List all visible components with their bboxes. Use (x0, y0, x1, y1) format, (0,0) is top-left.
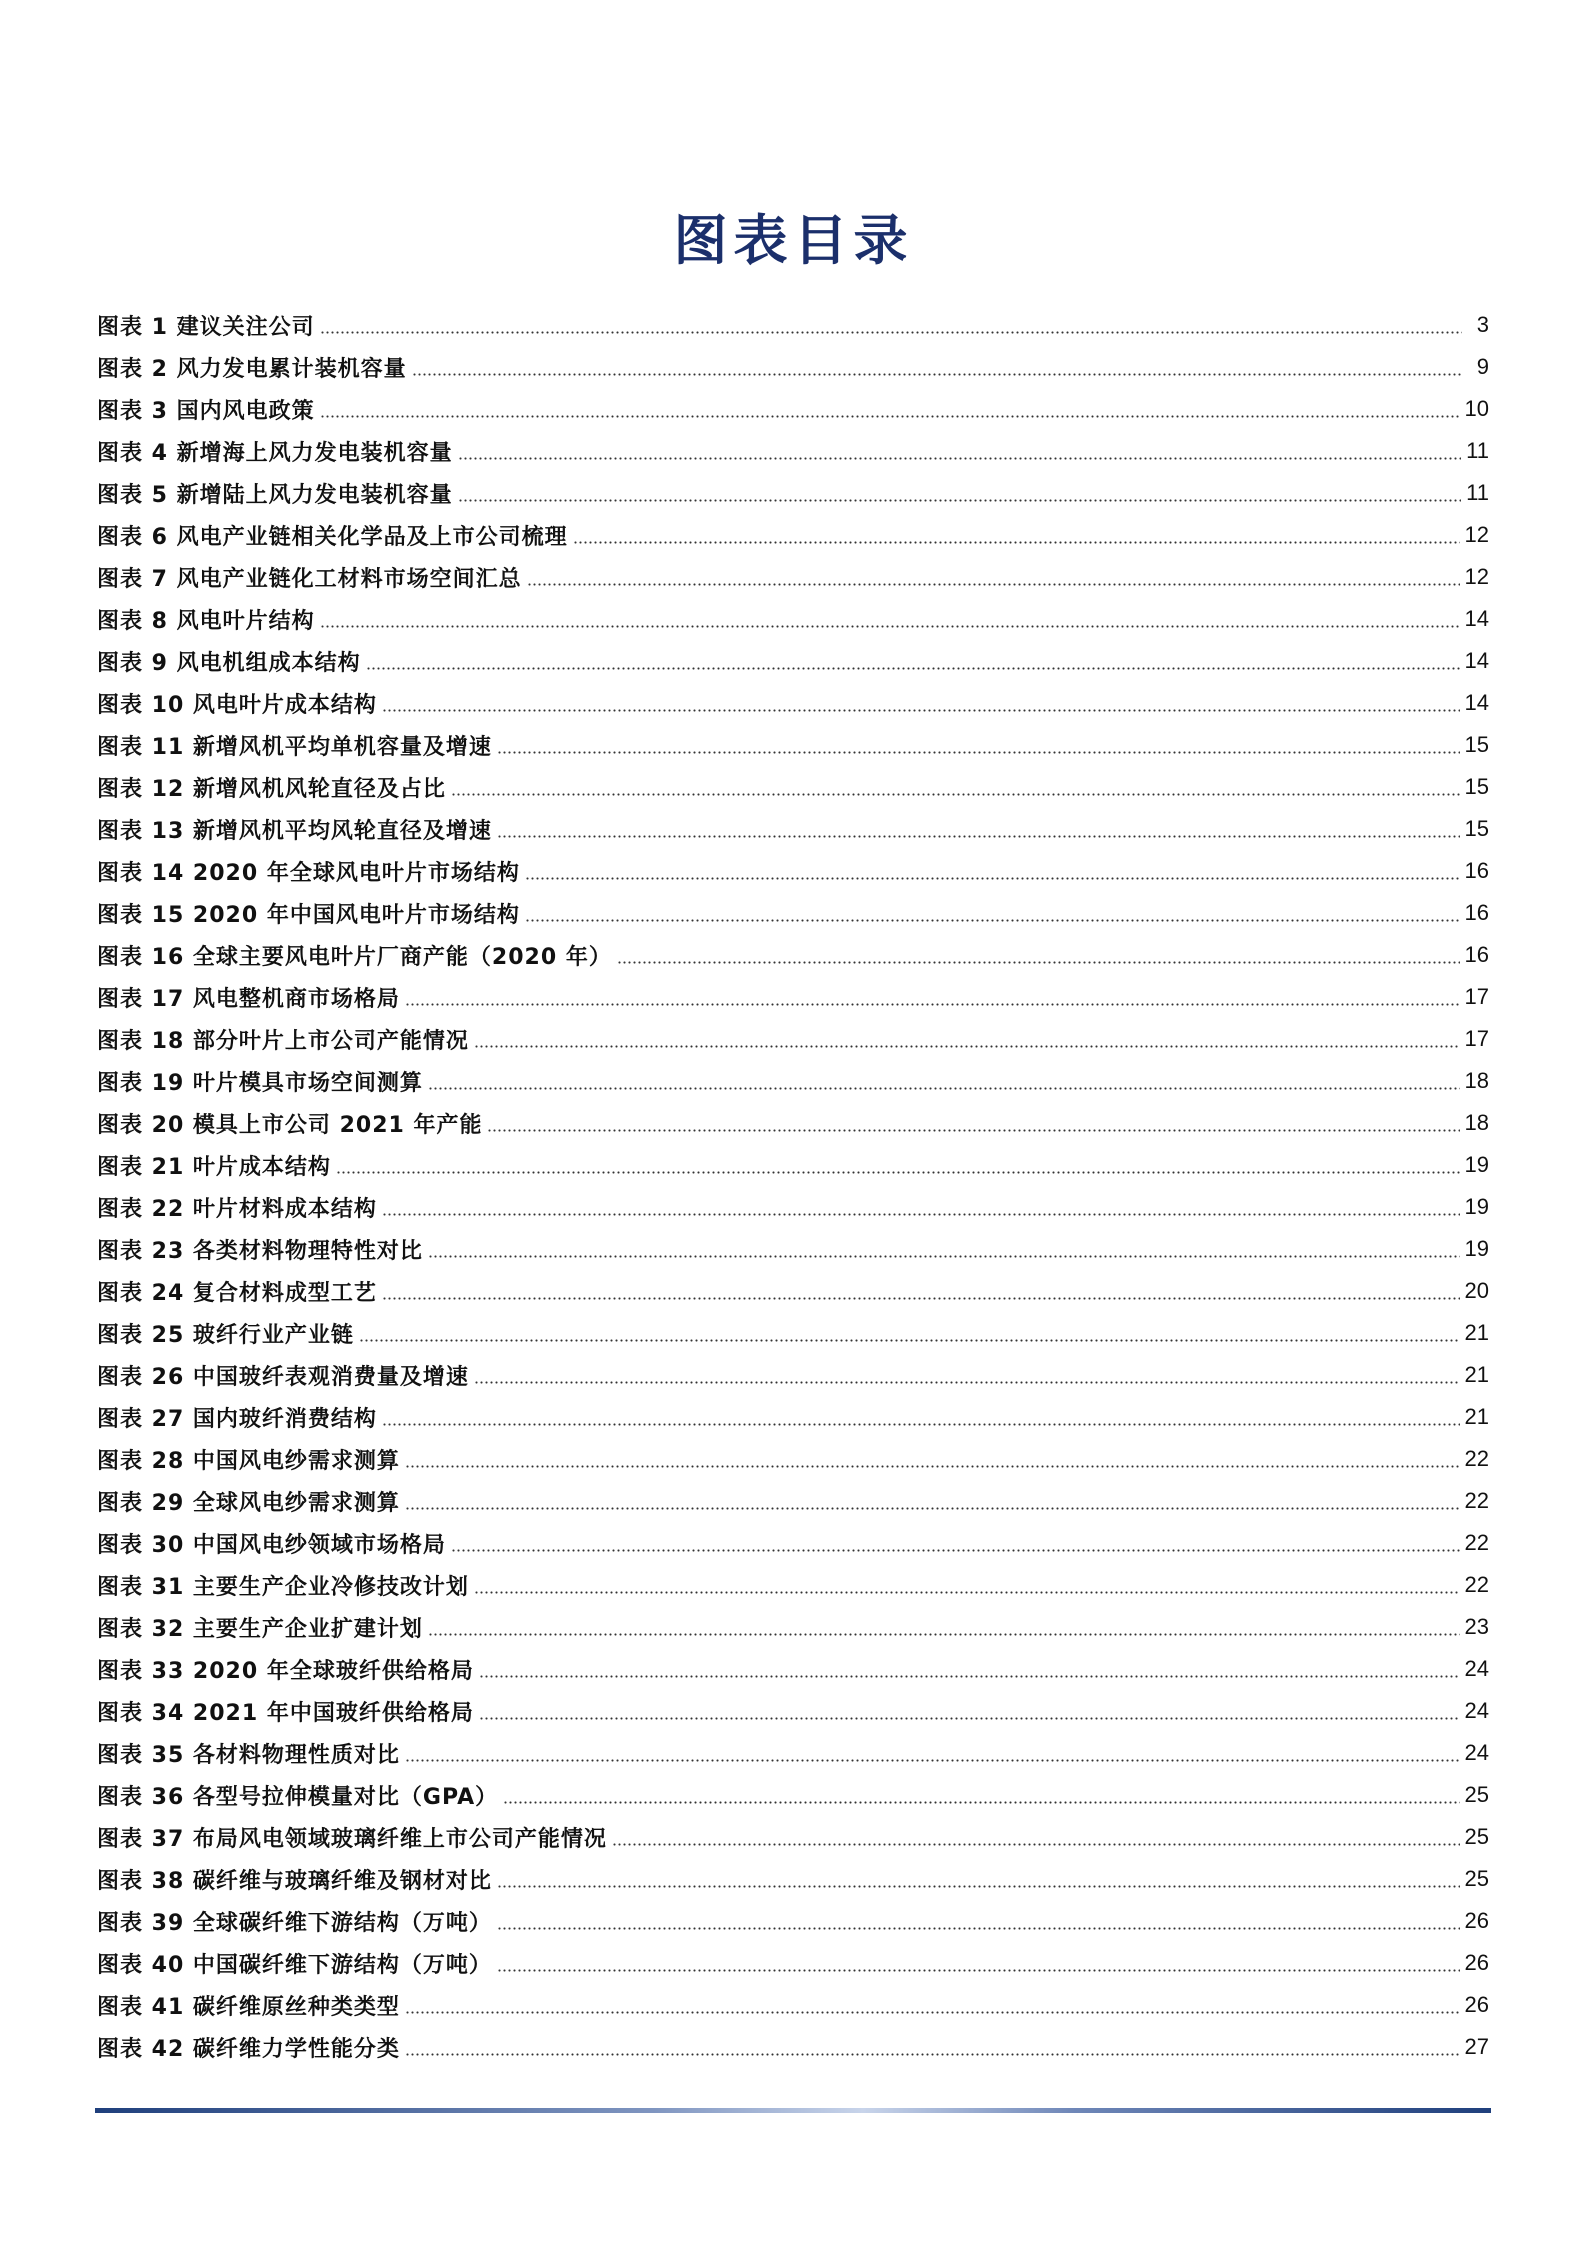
toc-entry-label: 图表 30 中国风电纱领域市场格局 (97, 1528, 449, 1559)
dot-leader (428, 1070, 1460, 1092)
dot-leader (451, 1532, 1460, 1554)
toc-entry[interactable] (97, 1564, 1489, 1606)
toc-entry[interactable] (97, 1102, 1489, 1144)
toc-entry-label: 图表 19 叶片模具市场空间测算 (97, 1066, 426, 1097)
toc-entry[interactable] (97, 472, 1489, 514)
toc-entry-page-number: 15 (1464, 732, 1489, 757)
toc-entry-label: 图表 41 碳纤维原丝种类类型 (97, 1990, 403, 2021)
dot-leader (474, 1364, 1460, 1386)
toc-entry-label: 图表 26 中国玻纤表观消费量及增速 (97, 1360, 472, 1391)
dot-leader (497, 1910, 1460, 1932)
toc-entry[interactable] (97, 430, 1489, 472)
toc-entry-page-number: 26 (1464, 1908, 1489, 1933)
toc-entry-page-number: 21 (1464, 1404, 1489, 1429)
toc-entry-label: 图表 39 全球碳纤维下游结构（万吨） (97, 1906, 495, 1937)
toc-entry[interactable] (97, 1774, 1489, 1816)
toc-entry-page-number: 12 (1464, 522, 1489, 547)
toc-entry-label: 图表 21 叶片成本结构 (97, 1150, 334, 1181)
toc-entry-page-number: 11 (1466, 480, 1489, 505)
dot-leader (474, 1574, 1460, 1596)
toc-entry[interactable] (97, 2026, 1489, 2068)
toc-entry-label: 图表 3 国内风电政策 (97, 394, 318, 425)
toc-entry-label: 图表 17 风电整机商市场格局 (97, 982, 403, 1013)
dot-leader (479, 1658, 1460, 1680)
toc-entry-page-number: 22 (1464, 1446, 1489, 1471)
toc-entry-page-number: 22 (1464, 1572, 1489, 1597)
toc-entry-label: 图表 34 2021 年中国玻纤供给格局 (97, 1696, 477, 1727)
dot-leader (405, 1490, 1460, 1512)
toc-entry[interactable] (97, 682, 1489, 724)
dot-leader (382, 1196, 1460, 1218)
toc-entry-page-number: 27 (1464, 2034, 1489, 2059)
dot-leader (405, 1742, 1460, 1764)
toc-entry[interactable] (97, 1480, 1489, 1522)
toc-entry[interactable] (97, 892, 1489, 934)
toc-entry-label: 图表 15 2020 年中国风电叶片市场结构 (97, 898, 523, 929)
dot-leader (451, 776, 1460, 798)
dot-leader (612, 1826, 1460, 1848)
toc-entry-page-number: 26 (1464, 1992, 1489, 2017)
dot-leader (405, 1994, 1460, 2016)
toc-entry[interactable] (97, 556, 1489, 598)
toc-entry-label: 图表 33 2020 年全球玻纤供给格局 (97, 1654, 477, 1685)
dot-leader (320, 398, 1460, 420)
dot-leader (458, 482, 1462, 504)
dot-leader (503, 1784, 1459, 1806)
dot-leader (405, 986, 1460, 1008)
toc-entry-page-number: 12 (1464, 564, 1489, 589)
toc-entry-label: 图表 6 风电产业链相关化学品及上市公司梳理 (97, 520, 571, 551)
toc-entry[interactable] (97, 1312, 1489, 1354)
toc-entry-label: 图表 4 新增海上风力发电装机容量 (97, 436, 456, 467)
dot-leader (525, 902, 1460, 924)
toc-entry-label: 图表 9 风电机组成本结构 (97, 646, 364, 677)
toc-entry[interactable] (97, 724, 1489, 766)
toc-entry-label: 图表 25 玻纤行业产业链 (97, 1318, 357, 1349)
toc-entry-page-number: 24 (1464, 1698, 1489, 1723)
dot-leader (366, 650, 1460, 672)
toc-entry-label: 图表 11 新增风机平均单机容量及增速 (97, 730, 495, 761)
toc-entry[interactable] (97, 934, 1489, 976)
toc-entry-page-number: 14 (1464, 648, 1489, 673)
toc-entry[interactable] (97, 1648, 1489, 1690)
toc-entry[interactable] (97, 1942, 1489, 1984)
dot-leader (474, 1028, 1460, 1050)
toc-entry-label: 图表 31 主要生产企业冷修技改计划 (97, 1570, 472, 1601)
dot-leader (405, 1448, 1460, 1470)
toc-entry-page-number: 18 (1464, 1068, 1489, 1093)
toc-entry[interactable] (97, 1816, 1489, 1858)
toc-entry[interactable] (97, 1606, 1489, 1648)
toc-entry-label: 图表 40 中国碳纤维下游结构（万吨） (97, 1948, 495, 1979)
toc-entry-label: 图表 36 各型号拉伸模量对比（GPA） (97, 1780, 501, 1811)
toc-entry-label: 图表 7 风电产业链化工材料市场空间汇总 (97, 562, 525, 593)
dot-leader (359, 1322, 1460, 1344)
toc-entry-page-number: 22 (1464, 1488, 1489, 1513)
toc-entry[interactable] (97, 976, 1489, 1018)
toc-entry[interactable] (97, 1396, 1489, 1438)
toc-entry[interactable] (97, 1858, 1489, 1900)
toc-entry-page-number: 3 (1476, 312, 1489, 337)
toc-entry[interactable] (97, 346, 1489, 388)
dot-leader (412, 356, 1462, 378)
toc-entry-page-number: 22 (1464, 1530, 1489, 1555)
footer-divider (95, 2108, 1491, 2113)
toc-entry-label: 图表 35 各材料物理性质对比 (97, 1738, 403, 1769)
toc-entry[interactable] (97, 514, 1489, 556)
dot-leader (617, 944, 1460, 966)
toc-entry[interactable] (97, 388, 1489, 430)
toc-entry-page-number: 19 (1464, 1236, 1489, 1261)
toc-entry-page-number: 14 (1464, 606, 1489, 631)
toc-entry[interactable] (97, 1018, 1489, 1060)
toc-entry[interactable] (97, 640, 1489, 682)
toc-entry-page-number: 17 (1464, 984, 1489, 1009)
toc-entry-label: 图表 28 中国风电纱需求测算 (97, 1444, 403, 1475)
dot-leader (497, 1952, 1460, 1974)
dot-leader (382, 1280, 1460, 1302)
dot-leader (525, 860, 1460, 882)
dot-leader (428, 1616, 1460, 1638)
toc-entry[interactable] (97, 766, 1489, 808)
toc-entry-page-number: 19 (1464, 1194, 1489, 1219)
toc-entry[interactable] (97, 1144, 1489, 1186)
dot-leader (320, 314, 1462, 336)
dot-leader (382, 1406, 1460, 1428)
toc-entry[interactable] (97, 598, 1489, 640)
dot-leader (458, 440, 1462, 462)
page-title: 图表目录 (673, 208, 914, 272)
toc-entry-label: 图表 10 风电叶片成本结构 (97, 688, 380, 719)
toc-entry-label: 图表 2 风力发电累计装机容量 (97, 352, 410, 383)
toc-entry-label: 图表 38 碳纤维与玻璃纤维及钢材对比 (97, 1864, 495, 1895)
toc-entry-label: 图表 29 全球风电纱需求测算 (97, 1486, 403, 1517)
toc-entry-page-number: 25 (1464, 1824, 1489, 1849)
toc-entry-page-number: 25 (1464, 1782, 1489, 1807)
toc-entry-page-number: 10 (1464, 396, 1489, 421)
toc-entry-page-number: 17 (1464, 1026, 1489, 1051)
toc-entry[interactable] (97, 1186, 1489, 1228)
toc-entry-page-number: 21 (1464, 1362, 1489, 1387)
toc-entry-label: 图表 18 部分叶片上市公司产能情况 (97, 1024, 472, 1055)
toc-entry-label: 图表 24 复合材料成型工艺 (97, 1276, 380, 1307)
toc-entry-page-number: 23 (1464, 1614, 1489, 1639)
toc-entry-page-number: 24 (1464, 1656, 1489, 1681)
toc-entry-page-number: 21 (1464, 1320, 1489, 1345)
toc-entry-page-number: 15 (1464, 774, 1489, 799)
dot-leader (428, 1238, 1460, 1260)
toc-entry-label: 图表 8 风电叶片结构 (97, 604, 318, 635)
toc-entry-page-number: 16 (1464, 942, 1489, 967)
toc-entry-page-number: 15 (1464, 816, 1489, 841)
toc-entry[interactable] (97, 1732, 1489, 1774)
toc-entry-label: 图表 23 各类材料物理特性对比 (97, 1234, 426, 1265)
toc-entry-page-number: 16 (1464, 900, 1489, 925)
toc-entry-page-number: 19 (1464, 1152, 1489, 1177)
toc-entry-page-number: 9 (1476, 354, 1489, 379)
toc-entry-page-number: 14 (1464, 690, 1489, 715)
toc-entry-label: 图表 12 新增风机风轮直径及占比 (97, 772, 449, 803)
toc-entry-label: 图表 1 建议关注公司 (97, 310, 318, 341)
toc-entry-page-number: 16 (1464, 858, 1489, 883)
dot-leader (479, 1700, 1460, 1722)
toc-entry-label: 图表 5 新增陆上风力发电装机容量 (97, 478, 456, 509)
toc-entry-label: 图表 42 碳纤维力学性能分类 (97, 2032, 403, 2063)
dot-leader (336, 1154, 1460, 1176)
toc-entry[interactable] (97, 1354, 1489, 1396)
toc-entry[interactable] (97, 850, 1489, 892)
dot-leader (405, 2036, 1460, 2058)
toc-entry[interactable] (97, 808, 1489, 850)
toc-entry-page-number: 11 (1466, 438, 1489, 463)
toc-entry-label: 图表 37 布局风电领域玻璃纤维上市公司产能情况 (97, 1822, 610, 1853)
toc-entry[interactable] (97, 1522, 1489, 1564)
toc-entry[interactable] (97, 1984, 1489, 2026)
toc-entry-page-number: 20 (1464, 1278, 1489, 1303)
dot-leader (320, 608, 1460, 630)
dot-leader (573, 524, 1460, 546)
toc-entry[interactable] (97, 1900, 1489, 1942)
toc-entry-label: 图表 16 全球主要风电叶片厂商产能（2020 年） (97, 940, 615, 971)
dot-leader (497, 818, 1460, 840)
table-of-figures (97, 304, 1489, 2068)
toc-entry-page-number: 25 (1464, 1866, 1489, 1891)
toc-entry[interactable] (97, 1228, 1489, 1270)
toc-entry-label: 图表 32 主要生产企业扩建计划 (97, 1612, 426, 1643)
dot-leader (382, 692, 1460, 714)
toc-entry-label: 图表 20 模具上市公司 2021 年产能 (97, 1108, 485, 1139)
toc-entry-label: 图表 27 国内玻纤消费结构 (97, 1402, 380, 1433)
toc-entry[interactable] (97, 304, 1489, 346)
toc-entry-page-number: 26 (1464, 1950, 1489, 1975)
toc-entry[interactable] (97, 1060, 1489, 1102)
toc-entry[interactable] (97, 1690, 1489, 1732)
toc-entry-page-number: 24 (1464, 1740, 1489, 1765)
dot-leader (497, 734, 1460, 756)
toc-entry-label: 图表 22 叶片材料成本结构 (97, 1192, 380, 1223)
toc-entry[interactable] (97, 1438, 1489, 1480)
dot-leader (527, 566, 1460, 588)
toc-entry-page-number: 18 (1464, 1110, 1489, 1135)
toc-entry[interactable] (97, 1270, 1489, 1312)
toc-entry-label: 图表 13 新增风机平均风轮直径及增速 (97, 814, 495, 845)
dot-leader (487, 1112, 1459, 1134)
toc-entry-label: 图表 14 2020 年全球风电叶片市场结构 (97, 856, 523, 887)
dot-leader (497, 1868, 1460, 1890)
